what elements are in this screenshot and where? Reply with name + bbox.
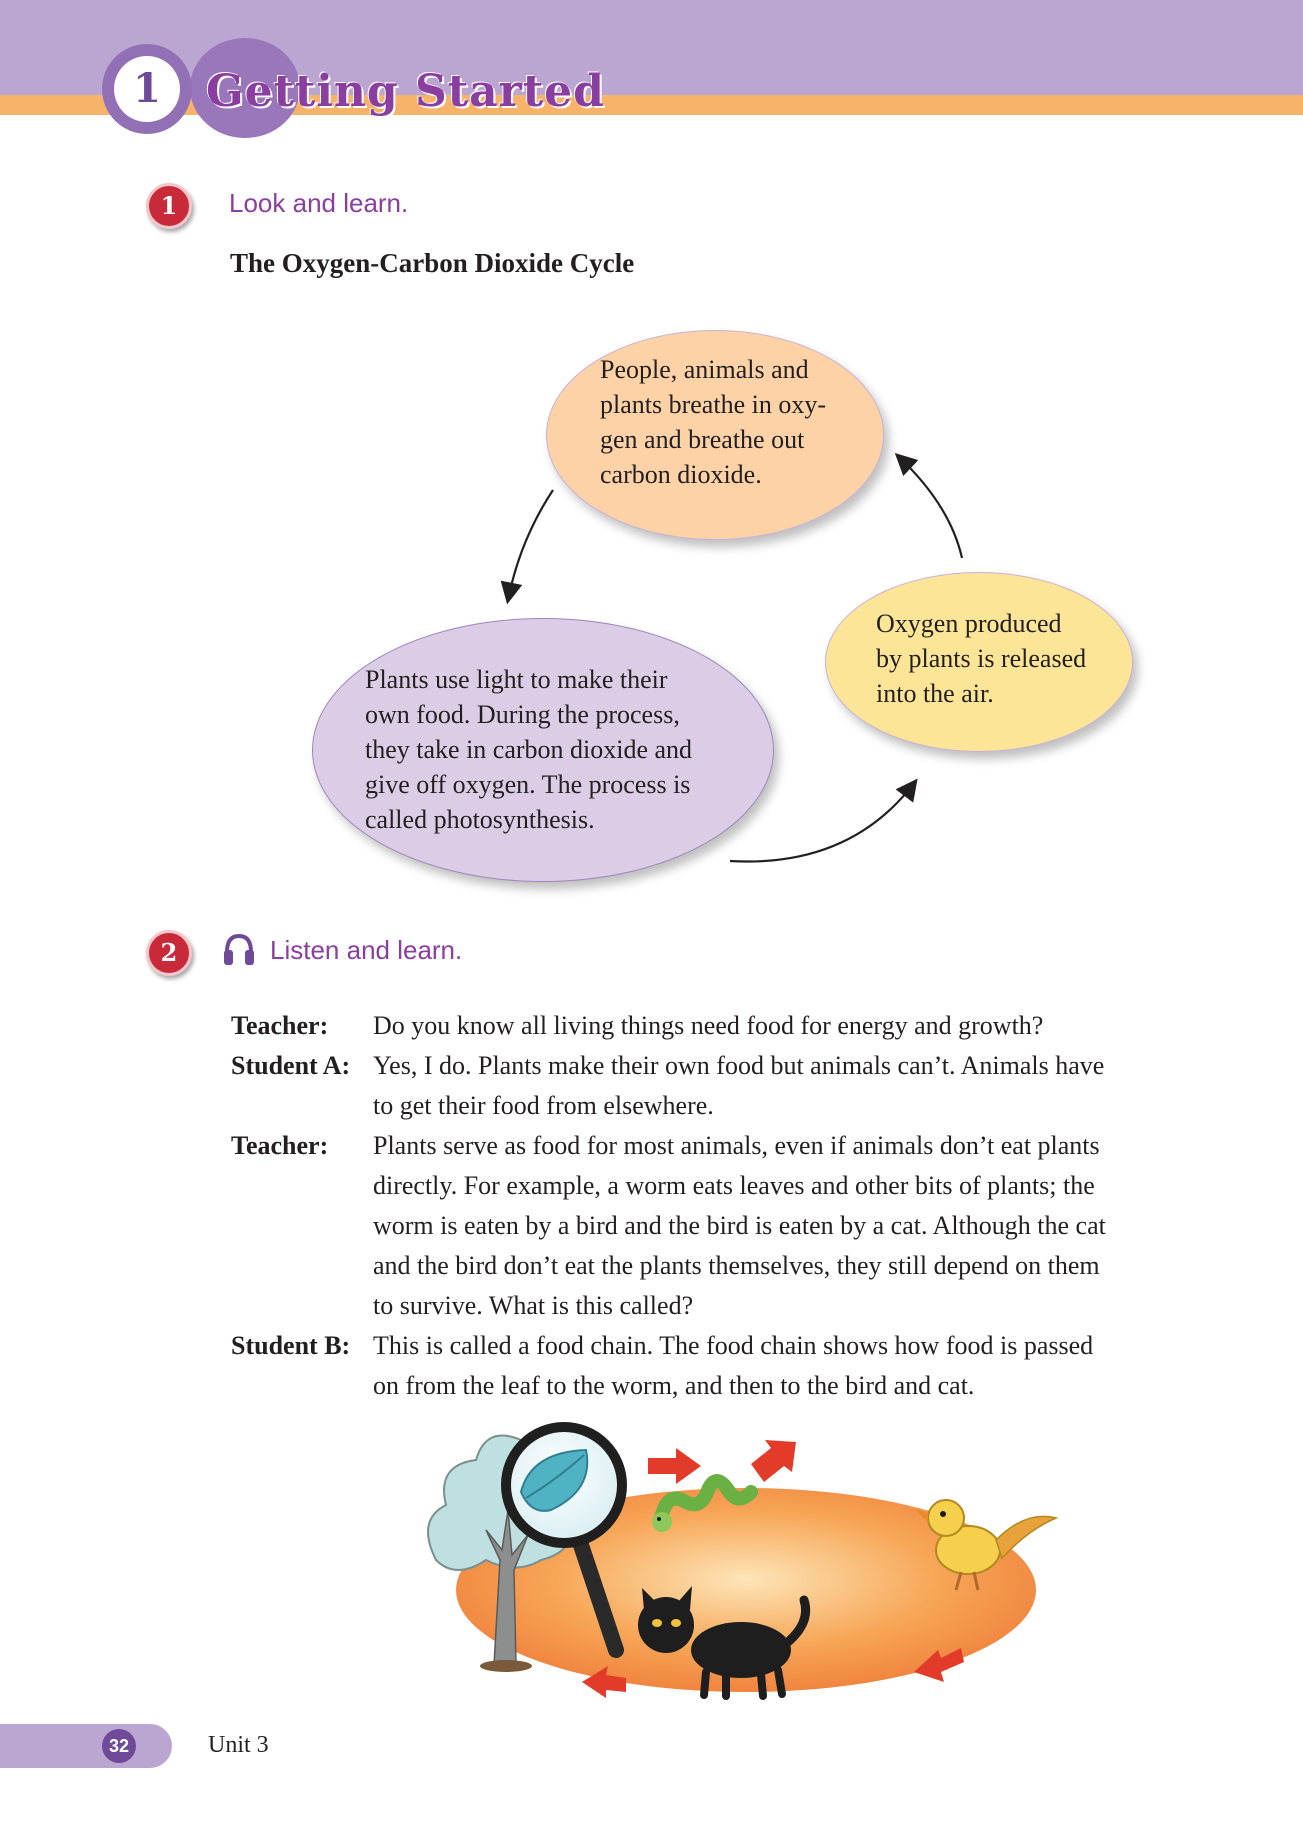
dialogue-line: Do you know all living things need food for energy and growth? bbox=[373, 1011, 1044, 1040]
oval-text-line: into the air. bbox=[876, 679, 994, 708]
oval-text-line: carbon dioxide. bbox=[600, 460, 762, 489]
dialogue-line: Yes, I do. Plants make their own food but animals can’t. Animals have bbox=[373, 1051, 1105, 1080]
oval-text-line: by plants is released bbox=[876, 644, 1087, 673]
cycle-arrows bbox=[0, 0, 1303, 900]
arrow-to-respiration bbox=[898, 456, 962, 558]
arrow-to-oxygen-release bbox=[730, 782, 915, 862]
food-chain-illustration bbox=[416, 1410, 1076, 1700]
dialogue-line: Plants serve as food for most animals, even if animals don’t eat plants bbox=[373, 1131, 1100, 1160]
oval-text-line: own food. During the process, bbox=[365, 700, 680, 729]
page-title: Getting Started bbox=[206, 66, 605, 117]
oval-text-line: Plants use light to make their bbox=[365, 665, 668, 694]
dialogue-line: to get their food from elsewhere. bbox=[373, 1091, 714, 1120]
oval-text-line: gen and breathe out bbox=[600, 425, 805, 454]
headphones-icon bbox=[222, 932, 256, 968]
arrow-worm-to-bird-icon bbox=[751, 1440, 796, 1482]
dialogue-line: directly. For example, a worm eats leaves and other bits of plants; the bbox=[373, 1171, 1095, 1200]
section-2-instruction: Listen and learn. bbox=[270, 935, 463, 965]
speaker-label: Teacher: bbox=[231, 1131, 329, 1160]
oval-text-line: plants breathe in oxy- bbox=[600, 390, 826, 419]
footer-pill bbox=[0, 1724, 172, 1768]
oval-text-line: Oxygen produced bbox=[876, 609, 1062, 638]
oval-text-line: give off oxygen. The process is bbox=[365, 770, 691, 799]
oval-text-line: called photosynthesis. bbox=[365, 805, 595, 834]
speaker-label: Student A: bbox=[231, 1051, 351, 1080]
dialogue-line: worm is eaten by a bird and the bird is eaten by a cat. Although the cat bbox=[373, 1211, 1106, 1240]
oval-text-line: People, animals and bbox=[600, 355, 809, 384]
dialogue-line: and the bird don’t eat the plants themselves, they still depend on them bbox=[373, 1251, 1100, 1280]
section-1-instruction: Look and learn. bbox=[229, 188, 409, 218]
diagram-title: The Oxygen-Carbon Dioxide Cycle bbox=[230, 248, 635, 278]
speaker-label: Teacher: bbox=[231, 1011, 329, 1040]
section-1-badge: 1 bbox=[146, 183, 192, 229]
arrow-leaf-to-worm-icon bbox=[648, 1448, 701, 1484]
dialogue-line: on from the leaf to the worm, and then to the bird and cat. bbox=[373, 1371, 975, 1400]
unit-label: Unit 3 bbox=[208, 1732, 269, 1758]
speaker-label: Student B: bbox=[231, 1331, 351, 1360]
page-number: 32 bbox=[102, 1729, 136, 1763]
section-number: 1 bbox=[133, 65, 161, 112]
arrow-to-photosynthesis bbox=[508, 490, 553, 600]
dialogue-line: to survive. What is this called? bbox=[373, 1291, 694, 1320]
section-2-badge: 2 bbox=[146, 930, 192, 976]
dialogue-line: This is called a food chain. The food chain shows how food is passed bbox=[373, 1331, 1094, 1360]
oval-text-line: they take in carbon dioxide and bbox=[365, 735, 693, 764]
